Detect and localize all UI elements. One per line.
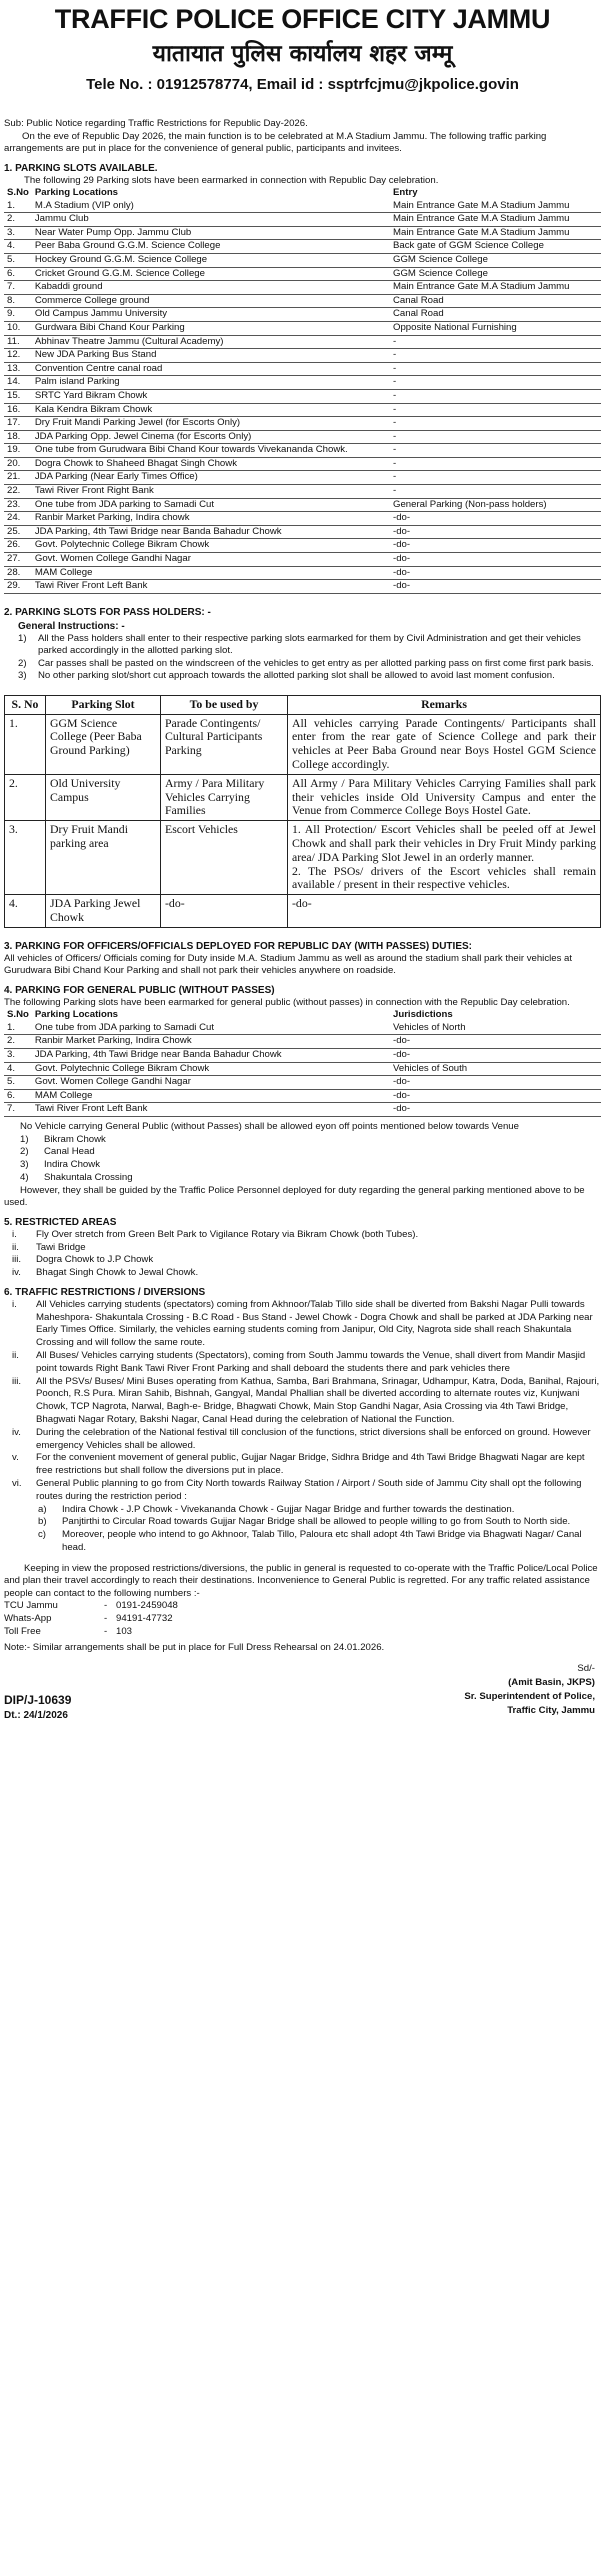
office-title-hindi: यातायात पुलिस कार्यालय शहर जम्मू bbox=[152, 41, 453, 67]
sub-item-text: Panjtirthi to Circular Road towards Gujjar Nagar Bridge shall be allowed to people willing to go from South to North side. bbox=[62, 1516, 571, 1528]
list-item-text: All the PSVs/ Buses/ Mini Buses operating from Kathua, Samba, Bari Brahmana, Srinagar, Udhampur, Katra, Doda, Banihal, Rajouri, Poonch, R.S Pura. Miran Sahib, Bishnah, Gangyal, Mandal Phallian shall be diverted according to alternate routes viz, Kunjwani Chowk, TCP Nagrota, Narwal, Bagh-e- Bridge, Bhagwati Chowk, Main Stop Gandhi Nagar, Asia Crossing via 4th Tawi Bridge, Bhagwati Nagar Rotary, Bakshi Nagar, Canal Head during the celebration of National the Function. bbox=[36, 1375, 600, 1426]
table-row bbox=[4, 1035, 601, 1049]
sub-list-item bbox=[4, 1516, 601, 1529]
table-cell: Dogra Chowk to Shaheed Bhagat Singh Chowk bbox=[32, 457, 390, 471]
table-cell: -do- bbox=[390, 525, 601, 539]
table-row bbox=[4, 553, 601, 567]
table-cell: 23. bbox=[4, 498, 32, 512]
list-item-text: Tawi Bridge bbox=[36, 1241, 86, 1253]
table-cell: - bbox=[390, 430, 601, 444]
table-cell: Main Entrance Gate M.A Stadium Jammu bbox=[390, 281, 601, 295]
signatory-office: Traffic City, Jammu bbox=[507, 1704, 595, 1716]
list-item-number: iv. bbox=[12, 1267, 21, 1279]
table-cell: -do- bbox=[288, 895, 601, 928]
table-row bbox=[4, 1103, 601, 1117]
table-cell: Ranbir Market Parking, Indira Chowk bbox=[32, 1035, 390, 1049]
table-cell: - bbox=[390, 376, 601, 390]
table-row bbox=[4, 349, 601, 363]
table-cell: 3. bbox=[4, 1049, 32, 1063]
office-title: TRAFFIC POLICE OFFICE CITY JAMMU bbox=[54, 4, 551, 34]
general-parking-table bbox=[4, 1009, 601, 1117]
table-cell: Hockey Ground G.G.M. Science College bbox=[32, 253, 390, 267]
list-item-text: Indira Chowk bbox=[44, 1159, 100, 1171]
list-item-number: ii. bbox=[12, 1350, 19, 1362]
table-cell: Govt. Women College Gandhi Nagar bbox=[32, 1076, 390, 1090]
table-cell: JDA Parking, 4th Tawi Bridge near Banda Bahadur Chowk bbox=[32, 1049, 390, 1063]
list-item-text: Shakuntala Crossing bbox=[44, 1171, 133, 1183]
table-cell: Main Entrance Gate M.A Stadium Jammu bbox=[390, 200, 601, 213]
table-row bbox=[4, 253, 601, 267]
intro-paragraph: On the eve of Republic Day 2026, the main function is to be celebrated at M.A Stadium Jammu. The following traffic parking arrangements are put in place for the convenience of general public, participants and invitees. bbox=[4, 130, 547, 154]
table-cell: Tawi River Front Left Bank bbox=[32, 1103, 390, 1117]
table-row bbox=[4, 200, 601, 213]
instruction-number: 3) bbox=[18, 670, 27, 682]
section-4-after: However, they shall be guided by the Traffic Police Personnel deployed for duty regarding the general parking mentioned above to be used. bbox=[4, 1184, 585, 1209]
table-cell: Near Water Pump Opp. Jammu Club bbox=[32, 226, 390, 240]
contact-row bbox=[4, 1626, 601, 1639]
table-cell: GGM Science College (Peer Baba Ground Parking) bbox=[46, 714, 161, 774]
table-row bbox=[4, 457, 601, 471]
table-cell: Convention Centre canal road bbox=[32, 362, 390, 376]
table-cell: JDA Parking (Near Early Times Office) bbox=[32, 471, 390, 485]
sub-item-number: c) bbox=[38, 1529, 46, 1541]
table-cell: 1. bbox=[4, 200, 32, 213]
contact-separator: - bbox=[104, 1600, 108, 1612]
table-row bbox=[4, 281, 601, 295]
table-row bbox=[4, 376, 601, 390]
table-cell: 4. bbox=[5, 895, 46, 928]
table-cell: Commerce College ground bbox=[32, 294, 390, 308]
section-6-heading: 6. TRAFFIC RESTRICTIONS / DIVERSIONS bbox=[4, 1286, 206, 1298]
contact-number: 94191-47732 bbox=[116, 1612, 173, 1624]
list-item-number: 2) bbox=[20, 1146, 29, 1158]
column-header: Parking Locations bbox=[34, 1009, 119, 1021]
table-cell: Kabaddi ground bbox=[32, 281, 390, 295]
table-cell: 26. bbox=[4, 539, 32, 553]
table-row bbox=[4, 498, 601, 512]
list-item bbox=[4, 1229, 601, 1242]
signature-mark: Sd/- bbox=[577, 1662, 595, 1674]
table-cell: GGM Science College bbox=[390, 253, 601, 267]
table-cell: Old Campus Jammu University bbox=[32, 308, 390, 322]
table-cell: One tube from JDA parking to Samadi Cut bbox=[32, 498, 390, 512]
list-item-text: Bhagat Singh Chowk to Jewal Chowk. bbox=[36, 1267, 199, 1279]
list-item-number: 1) bbox=[20, 1133, 29, 1145]
signatory-name: (Amit Basin, JKPS) bbox=[508, 1676, 595, 1688]
table-row bbox=[4, 267, 601, 281]
helpline-contacts bbox=[4, 1600, 601, 1638]
table-cell: - bbox=[390, 417, 601, 431]
contact-label: TCU Jammu bbox=[4, 1600, 58, 1612]
table-cell: JDA Parking, 4th Tawi Bridge near Banda Bahadur Chowk bbox=[32, 525, 390, 539]
note-line: Note:- Similar arrangements shall be put in place for Full Dress Rehearsal on 24.01.2026. bbox=[4, 1642, 385, 1654]
table-row bbox=[4, 240, 601, 254]
table-header-row bbox=[5, 695, 601, 714]
contact-label: Whats-App bbox=[4, 1612, 52, 1624]
section-1-heading: 1. PARKING SLOTS AVAILABLE. bbox=[4, 162, 158, 174]
table-cell: 1. bbox=[5, 714, 46, 774]
table-cell: 5. bbox=[4, 253, 32, 267]
table-cell: 2. bbox=[4, 1035, 32, 1049]
list-item-text: During the celebration of the National festival till conclusion of the functions, strict diversions shall be enforced on ground. However emergency Vehicles shall be allowed. bbox=[36, 1426, 591, 1451]
table-cell: 4. bbox=[4, 1062, 32, 1076]
column-header: To be used by bbox=[161, 695, 288, 714]
section-3-body: All vehicles of Officers/ Officials coming for Duty inside M.A. Stadium Jammu as well as around the stadium shall park their vehicles at Gurudwara Bibi Chand Kour Parking and shall not park their vehicles anywhere on roadside. bbox=[4, 952, 573, 977]
table-cell: - bbox=[390, 444, 601, 458]
contact-label: Toll Free bbox=[4, 1625, 41, 1637]
list-item bbox=[4, 1299, 601, 1350]
table-row bbox=[4, 1076, 601, 1090]
table-cell: -do- bbox=[390, 1049, 601, 1063]
table-cell: 13. bbox=[4, 362, 32, 376]
table-cell: Main Entrance Gate M.A Stadium Jammu bbox=[390, 213, 601, 227]
table-cell: Vehicles of South bbox=[390, 1062, 601, 1076]
list-item bbox=[4, 1146, 601, 1159]
table-cell: 18. bbox=[4, 430, 32, 444]
list-item-number: i. bbox=[12, 1298, 17, 1310]
table-row bbox=[4, 213, 601, 227]
dip-number: DIP/J-10639 bbox=[4, 1692, 72, 1707]
table-cell: -do- bbox=[390, 1076, 601, 1090]
instruction-item bbox=[4, 633, 601, 658]
table-cell: M.A Stadium (VIP only) bbox=[32, 200, 390, 213]
contact-line: Tele No. : 01912578774, Email id : ssptrfcjmu@jkpolice.govin bbox=[86, 76, 519, 93]
contact-number: 0191-2459048 bbox=[116, 1600, 178, 1612]
table-cell: Back gate of GGM Science College bbox=[390, 240, 601, 254]
table-cell: - bbox=[390, 471, 601, 485]
subject-line: Sub: Public Notice regarding Traffic Restrictions for Republic Day-2026. bbox=[4, 118, 308, 129]
table-row bbox=[4, 512, 601, 526]
table-cell: - bbox=[390, 349, 601, 363]
instruction-text: No other parking slot/short cut approach towards the allotted parking slot shall be allowed to avoid last moment confusion. bbox=[38, 670, 555, 682]
table-cell: 6. bbox=[4, 267, 32, 281]
column-header: Entry bbox=[393, 187, 418, 198]
column-header: Parking Locations bbox=[34, 187, 119, 198]
table-row bbox=[4, 430, 601, 444]
table-cell: 28. bbox=[4, 566, 32, 580]
general-instructions-list bbox=[4, 633, 601, 683]
table-cell: 24. bbox=[4, 512, 32, 526]
list-item bbox=[4, 1350, 601, 1376]
table-cell: 8. bbox=[4, 294, 32, 308]
contact-separator: - bbox=[104, 1625, 108, 1637]
table-row bbox=[4, 1022, 601, 1035]
table-cell: 1. bbox=[4, 1022, 32, 1035]
section-4-description: The following Parking slots have been earmarked for general public (without passes) in connection with the Republic Day celebration. bbox=[4, 996, 570, 1008]
list-item-text: Canal Head bbox=[44, 1146, 95, 1158]
instruction-text: All the Pass holders shall enter to their respective parking slots earmarked for them by Civil Administration and get their vehicles parked accordingly in the allotted parking slot. bbox=[38, 632, 581, 657]
table-cell: Canal Road bbox=[390, 294, 601, 308]
table-cell: Dry Fruit Mandi parking area bbox=[46, 821, 161, 895]
table-cell: -do- bbox=[390, 539, 601, 553]
table-cell: - bbox=[390, 362, 601, 376]
table-cell: 3. bbox=[5, 821, 46, 895]
table-cell: Govt. Polytechnic College Bikram Chowk bbox=[32, 539, 390, 553]
table-cell: -do- bbox=[390, 1089, 601, 1103]
table-cell: -do- bbox=[390, 1103, 601, 1117]
table-row bbox=[4, 1049, 601, 1063]
instruction-item bbox=[4, 658, 601, 671]
list-item-text: Fly Over stretch from Green Belt Park to Vigilance Rotary via Bikram Chowk (both Tubes). bbox=[36, 1228, 419, 1240]
table-cell: 9. bbox=[4, 308, 32, 322]
section-1-description: The following 29 Parking slots have been earmarked in connection with Republic Day celebration. bbox=[24, 174, 439, 186]
sub-item-text: Indira Chowk - J.P Chowk - Vivekananda Chowk - Gujjar Nagar Bridge and further towards the destination. bbox=[62, 1503, 515, 1515]
sub-list-item bbox=[4, 1529, 601, 1555]
table-cell: -do- bbox=[161, 895, 288, 928]
general-instructions-heading: General Instructions: - bbox=[18, 620, 125, 632]
table-cell: Govt. Polytechnic College Bikram Chowk bbox=[32, 1062, 390, 1076]
table-cell: Escort Vehicles bbox=[161, 821, 288, 895]
column-header: Jurisdictions bbox=[393, 1009, 453, 1021]
table-cell: General Parking (Non-pass holders) bbox=[390, 498, 601, 512]
table-cell: 19. bbox=[4, 444, 32, 458]
list-item-text: Bikram Chowk bbox=[44, 1133, 106, 1145]
table-cell: 11. bbox=[4, 335, 32, 349]
parking-slots-table bbox=[4, 187, 601, 594]
table-cell: - bbox=[390, 485, 601, 499]
table-cell: - bbox=[390, 457, 601, 471]
table-cell: Parade Contingents/ Cultural Participants Parking bbox=[161, 714, 288, 774]
table-cell: Main Entrance Gate M.A Stadium Jammu bbox=[390, 226, 601, 240]
list-item-number: iii. bbox=[12, 1375, 22, 1387]
contact-number: 103 bbox=[116, 1625, 133, 1637]
column-header: S. No bbox=[5, 695, 46, 714]
table-cell: 3. bbox=[4, 226, 32, 240]
table-row bbox=[5, 895, 601, 928]
table-cell: Opposite National Furnishing bbox=[390, 321, 601, 335]
list-item bbox=[4, 1134, 601, 1147]
table-cell: Gurdwara Bibi Chand Kour Parking bbox=[32, 321, 390, 335]
table-cell: 14. bbox=[4, 376, 32, 390]
column-header: Parking Slot bbox=[46, 695, 161, 714]
list-item bbox=[4, 1452, 601, 1478]
list-item bbox=[4, 1478, 601, 1504]
sub-item-number: b) bbox=[38, 1516, 47, 1528]
closing-paragraph: Keeping in view the proposed restrictions/diversions, the public in general is requested to co-operate with the Traffic Police/Local Police and plan their travel accordingly to reach their destinations. Inconvenience to General Public is regretted. For any traffic related assistance people can contact to the following numbers :- bbox=[4, 1562, 598, 1599]
list-item bbox=[4, 1254, 601, 1267]
table-row bbox=[4, 226, 601, 240]
table-cell: 16. bbox=[4, 403, 32, 417]
table-row bbox=[4, 485, 601, 499]
table-cell: - bbox=[390, 389, 601, 403]
column-header: Remarks bbox=[288, 695, 601, 714]
table-header-row bbox=[4, 187, 601, 200]
table-cell: - bbox=[390, 403, 601, 417]
table-cell: Peer Baba Ground G.G.M. Science College bbox=[32, 240, 390, 254]
list-item-number: iv. bbox=[12, 1426, 21, 1438]
list-item bbox=[4, 1159, 601, 1172]
table-header-row bbox=[4, 1009, 601, 1022]
table-cell: 27. bbox=[4, 553, 32, 567]
table-row bbox=[4, 321, 601, 335]
sub-item-number: a) bbox=[38, 1503, 47, 1515]
table-cell: 7. bbox=[4, 1103, 32, 1117]
section-4-heading: 4. PARKING FOR GENERAL PUBLIC (WITHOUT PASSES) bbox=[4, 984, 275, 996]
table-cell: 2. bbox=[5, 774, 46, 820]
table-row bbox=[4, 525, 601, 539]
table-cell: One tube from Gurudwara Bibi Chand Kour towards Vivekananda Chowk. bbox=[32, 444, 390, 458]
table-cell: Dry Fruit Mandi Parking Jewel (for Escorts Only) bbox=[32, 417, 390, 431]
table-row bbox=[4, 417, 601, 431]
list-item bbox=[4, 1376, 601, 1427]
list-item-number: i. bbox=[12, 1228, 17, 1240]
list-item-text: All Vehicles carrying students (spectators) coming from Akhnoor/Talab Tillo side shall be diverted from Bakshi Nagar Pulli towards Maheshpora- Shakuntala Crossing - B.C Road - Bus Stand - Jewel Chowk - Dogra Chowk and shall be parked at JDA Parking near Early Times Office. Similarly, the vehicles earning students coming from Janipur, Old City, Nagrota side shall reach Shakuntala Crossing and will follow the same route. bbox=[36, 1298, 593, 1349]
restricted-areas-list bbox=[4, 1229, 601, 1280]
list-item bbox=[4, 1172, 601, 1185]
table-cell: MAM College bbox=[32, 1089, 390, 1103]
instruction-item bbox=[4, 670, 601, 683]
instruction-text: Car passes shall be pasted on the windscreen of the vehicles to get entry as per allotted parking pass on first come first park basis. bbox=[38, 657, 594, 669]
table-cell: Govt. Women College Gandhi Nagar bbox=[32, 553, 390, 567]
column-header: S.No bbox=[7, 187, 29, 198]
table-row bbox=[4, 1062, 601, 1076]
table-cell: 2. bbox=[4, 213, 32, 227]
table-row bbox=[4, 389, 601, 403]
list-item-number: 3) bbox=[20, 1159, 29, 1171]
list-item-text: All Buses/ Vehicles carrying students (Spectators), coming from South Jammu towards the Venue, shall divert from Mandir Masjid point towards Right Bank Tawi River Front Parking and shall deboard the students there and park vehicles there bbox=[36, 1350, 586, 1374]
table-cell: Palm island Parking bbox=[32, 376, 390, 390]
table-cell: Tawi River Front Left Bank bbox=[32, 580, 390, 594]
list-item-number: ii. bbox=[12, 1241, 19, 1253]
table-cell: SRTC Yard Bikram Chowk bbox=[32, 389, 390, 403]
table-cell: -do- bbox=[390, 553, 601, 567]
table-cell: Vehicles of North bbox=[390, 1022, 601, 1035]
list-item-text: Dogra Chowk to J.P Chowk bbox=[36, 1254, 154, 1266]
table-row bbox=[5, 714, 601, 774]
table-row bbox=[4, 308, 601, 322]
pass-holder-parking-table bbox=[4, 695, 601, 928]
traffic-diversions-list bbox=[4, 1299, 601, 1555]
table-cell: 22. bbox=[4, 485, 32, 499]
table-row bbox=[4, 539, 601, 553]
table-row bbox=[4, 403, 601, 417]
table-cell: Jammu Club bbox=[32, 213, 390, 227]
notice-date: Dt.: 24/1/2026 bbox=[4, 1709, 68, 1721]
list-item bbox=[4, 1267, 601, 1280]
sub-item-text: Moreover, people who intend to go Akhnoor, Talab Tillo, Paloura etc shall adopt 4th Tawi Bridge via Bhagwati Nagar/ Canal head. bbox=[62, 1529, 582, 1554]
contact-row bbox=[4, 1613, 601, 1626]
table-cell: Army / Para Military Vehicles Carrying Families bbox=[161, 774, 288, 820]
table-cell: New JDA Parking Bus Stand bbox=[32, 349, 390, 363]
table-cell: - bbox=[390, 335, 601, 349]
table-cell: MAM College bbox=[32, 566, 390, 580]
table-row bbox=[5, 774, 601, 820]
table-cell: All vehicles carrying Parade Contingents/ Participants shall enter from the rear gate of Science College and park their vehicles at Peer Baba Ground near Boys Hostel GGM Science College accordingly. bbox=[288, 714, 601, 774]
table-cell: 20. bbox=[4, 457, 32, 471]
table-cell: All Army / Para Military Vehicles Carrying Families shall park their vehicles inside Old University Campus and enter the Venue from Commerce College Boys Hostel Gate. bbox=[288, 774, 601, 820]
list-item-text: For the convenient movement of general public, Gujjar Nagar Bridge, Sidhra Bridge and 4th Tawi Bridge Bhagwati Nagar are kept free restrictions but shall follow the diversions put in place. bbox=[36, 1452, 585, 1477]
sub-list-item bbox=[4, 1504, 601, 1517]
instruction-number: 1) bbox=[18, 632, 27, 644]
table-cell: -do- bbox=[390, 512, 601, 526]
table-row bbox=[4, 471, 601, 485]
table-row bbox=[4, 1089, 601, 1103]
table-row bbox=[4, 335, 601, 349]
table-cell: 6. bbox=[4, 1089, 32, 1103]
section-5-heading: 5. RESTRICTED AREAS bbox=[4, 1216, 117, 1228]
table-row bbox=[4, 566, 601, 580]
table-cell: Abhinav Theatre Jammu (Cultural Academy) bbox=[32, 335, 390, 349]
table-row bbox=[5, 821, 601, 895]
list-item-number: v. bbox=[12, 1452, 19, 1464]
list-item-number: iii. bbox=[12, 1254, 22, 1266]
table-cell: 21. bbox=[4, 471, 32, 485]
table-row bbox=[4, 444, 601, 458]
table-cell: JDA Parking Opp. Jewel Cinema (for Escorts Only) bbox=[32, 430, 390, 444]
table-cell: 29. bbox=[4, 580, 32, 594]
list-item bbox=[4, 1242, 601, 1255]
table-cell: 15. bbox=[4, 389, 32, 403]
table-cell: 17. bbox=[4, 417, 32, 431]
list-item bbox=[4, 1427, 601, 1453]
list-item-number: vi. bbox=[12, 1478, 22, 1490]
table-cell: 1. All Protection/ Escort Vehicles shall be peeled off at Jewel Chowk and shall park their vehicles in Dry Fruit Mindy parking area/ JDA Parking Slot Jewel in an orderly manner. 2. The PSOs/ drivers of the Escort vehicles shall remain available / present in their respective vehicles. bbox=[288, 821, 601, 895]
table-cell: One tube from JDA parking to Samadi Cut bbox=[32, 1022, 390, 1035]
list-item-text: General Public planning to go from City North towards Railway Station / Airport / South side of Jammu City shall opt the following routes during the restriction period : bbox=[36, 1478, 582, 1502]
table-row bbox=[4, 362, 601, 376]
table-cell: Old University Campus bbox=[46, 774, 161, 820]
drop-off-points-list bbox=[4, 1134, 601, 1185]
table-cell: 12. bbox=[4, 349, 32, 363]
instruction-number: 2) bbox=[18, 657, 27, 669]
table-cell: Canal Road bbox=[390, 308, 601, 322]
table-cell: Kala Kendra Bikram Chowk bbox=[32, 403, 390, 417]
table-cell: -do- bbox=[390, 580, 601, 594]
footer bbox=[4, 1663, 601, 1733]
signatory-designation: Sr. Superintendent of Police, bbox=[464, 1690, 595, 1702]
table-cell: GGM Science College bbox=[390, 267, 601, 281]
table-cell: Tawi River Front Right Bank bbox=[32, 485, 390, 499]
table-row bbox=[4, 580, 601, 594]
table-cell: Cricket Ground G.G.M. Science College bbox=[32, 267, 390, 281]
section-4-note: No Vehicle carrying General Public (without Passes) shall be allowed eyon off points mentioned below towards Venue bbox=[20, 1121, 519, 1133]
table-row bbox=[4, 294, 601, 308]
section-3-heading: 3. PARKING FOR OFFICERS/OFFICIALS DEPLOYED FOR REPUBLIC DAY (WITH PASSES) DUTIES: bbox=[4, 940, 472, 952]
table-cell: JDA Parking Jewel Chowk bbox=[46, 895, 161, 928]
table-cell: 10. bbox=[4, 321, 32, 335]
section-2-heading: 2. PARKING SLOTS FOR PASS HOLDERS: - bbox=[4, 606, 211, 618]
table-cell: Ranbir Market Parking, Indira chowk bbox=[32, 512, 390, 526]
table-cell: -do- bbox=[390, 566, 601, 580]
table-cell: 5. bbox=[4, 1076, 32, 1090]
table-cell: 7. bbox=[4, 281, 32, 295]
table-cell: 4. bbox=[4, 240, 32, 254]
column-header: S.No bbox=[7, 1009, 29, 1021]
table-cell: -do- bbox=[390, 1035, 601, 1049]
table-cell: 25. bbox=[4, 525, 32, 539]
contact-row bbox=[4, 1600, 601, 1613]
contact-separator: - bbox=[104, 1612, 108, 1624]
list-item-number: 4) bbox=[20, 1171, 29, 1183]
